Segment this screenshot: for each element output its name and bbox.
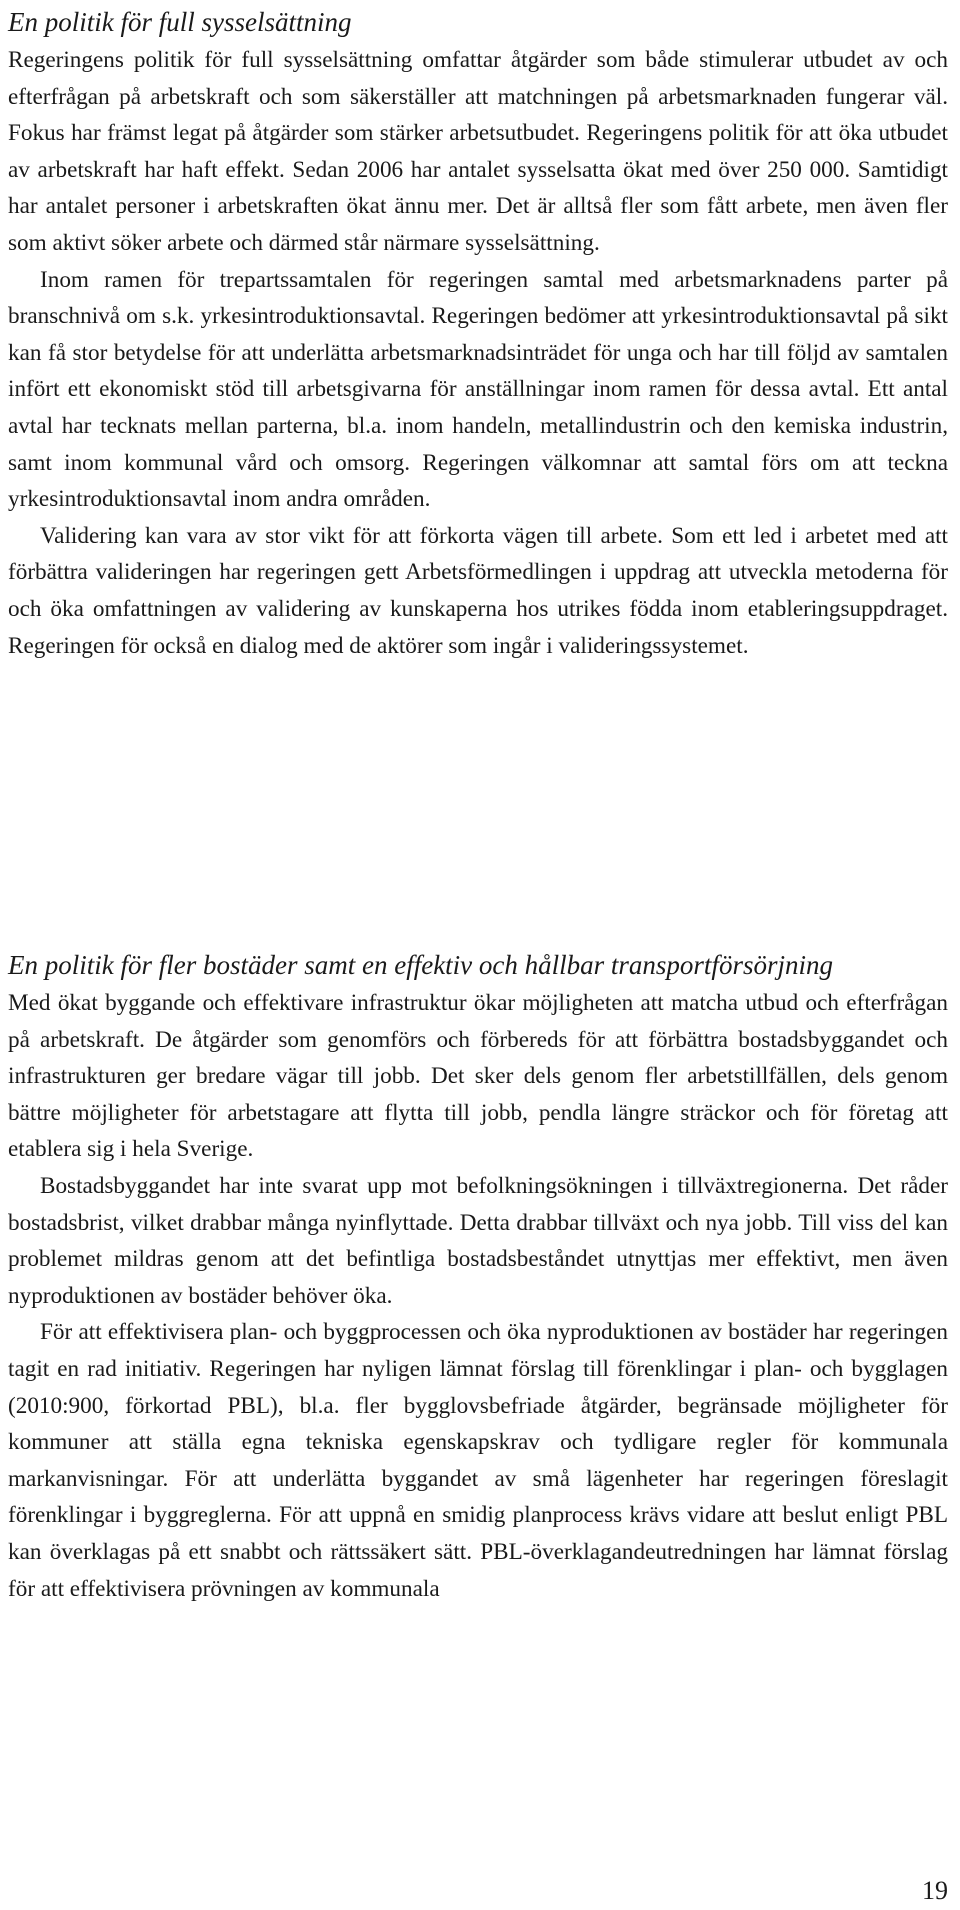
document-page [8, 0, 956, 1910]
section-housing-transport [8, 945, 948, 1607]
paragraph: För att effektivisera plan- och byggprocessen och öka nyproduktionen av bostäder har regeringen tagit en rad initiativ. Regeringen har nyligen lämnat förslag till förenklingar i plan- och bygglagen (2010:900, förkortad PBL), bl.a. fler bygglovsbefriade åtgärder, begränsade möjligheter för kommuner att ställa egna tekniska egenskapskrav och tydligare regler för kommunala markanvisningar. För att underlätta byggandet av små lägenheter har regeringen föreslagit förenklingar i byggreglerna. För att uppnå en smidig planprocess krävs vidare att beslut enligt PBL kan överklagas på ett snabbt och rättssäkert sätt. PBL-överklagandeutredningen har lämnat förslag för att effektivisera prövningen av kommunala [8, 1319, 948, 1602]
section-heading: En politik för fler bostäder samt en effektiv och hållbar transportförsörjning [8, 950, 833, 980]
paragraph: Inom ramen för trepartssamtalen för regeringen samtal med arbetsmarknadens parter på branschnivå om s.k. yrkesintroduktionsavtal. Regeringen bedömer att yrkesintroduktionsavtal på sikt kan få stor betydelse för att underlätta arbetsmarknadsinträdet för unga och har till följd av samtalen infört ett ekonomiskt stöd till arbetsgivarna för anställningar inom ramen för dessa avtal. Ett antal avtal har tecknats mellan parterna, bl.a. inom handeln, metallindustrin och den kemiska industrin, samt inom kommunal vård och omsorg. Regeringen välkomnar att samtal förs om att teckna yrkesintroduktionsavtal inom andra områden. [8, 266, 948, 513]
paragraph: Validering kan vara av stor vikt för att förkorta vägen till arbete. Som ett led i arbetet med att förbättra valideringen har regeringen gett Arbetsförmedlingen i uppdrag att utveckla metoderna för och öka omfattningen av validering av kunskaperna hos utrikes födda inom etableringsuppdraget. Regeringen för också en dialog med de aktörer som ingår i valideringssystemet. [8, 522, 948, 659]
paragraph: Bostadsbyggandet har inte svarat upp mot befolkningsökningen i tillväxtregionerna. Det råder bostadsbrist, vilket drabbar många nyinflyttade. Detta drabbar tillväxt och nya jobb. Till viss del kan problemet mildras genom att det befintliga bostadsbeståndet utnyttjas mer effektivt, men även nyproduktionen av bostäder behöver öka. [8, 1172, 948, 1309]
paragraph: Regeringens politik för full sysselsättning omfattar åtgärder som både stimulerar utbudet av och efterfrågan på arbetskraft och som säkerställer att matchningen på arbetsmarknaden fungerar väl. Fokus har främst legat på åtgärder som stärker arbetsutbudet. Regeringens politik för att öka utbudet av arbetskraft har haft effekt. Sedan 2006 har antalet sysselsatta ökat med över 250 000. Samtidigt har antalet personer i arbetskraften ökat ännu mer. Det är alltså fler som fått arbete, men även fler som aktivt söker arbete och därmed står närmare sysselsättning. [8, 47, 948, 256]
paragraph: Med ökat byggande och effektivare infrastruktur ökar möjligheten att matcha utbud och efterfrågan på arbetskraft. De åtgärder som genomförs och förbereds för att förbättra bostadsbyggandet och infrastrukturen ger bredare vägar till jobb. Det sker dels genom fler arbetstillfällen, dels genom bättre möjligheter för arbetstagare att flytta till jobb, pendla längre sträckor och för företag att etablera sig i hela Sverige. [8, 990, 948, 1163]
section-heading: En politik för full sysselsättning [8, 7, 352, 37]
page-number: 19 [922, 1876, 948, 1905]
section-full-employment [8, 2, 948, 664]
